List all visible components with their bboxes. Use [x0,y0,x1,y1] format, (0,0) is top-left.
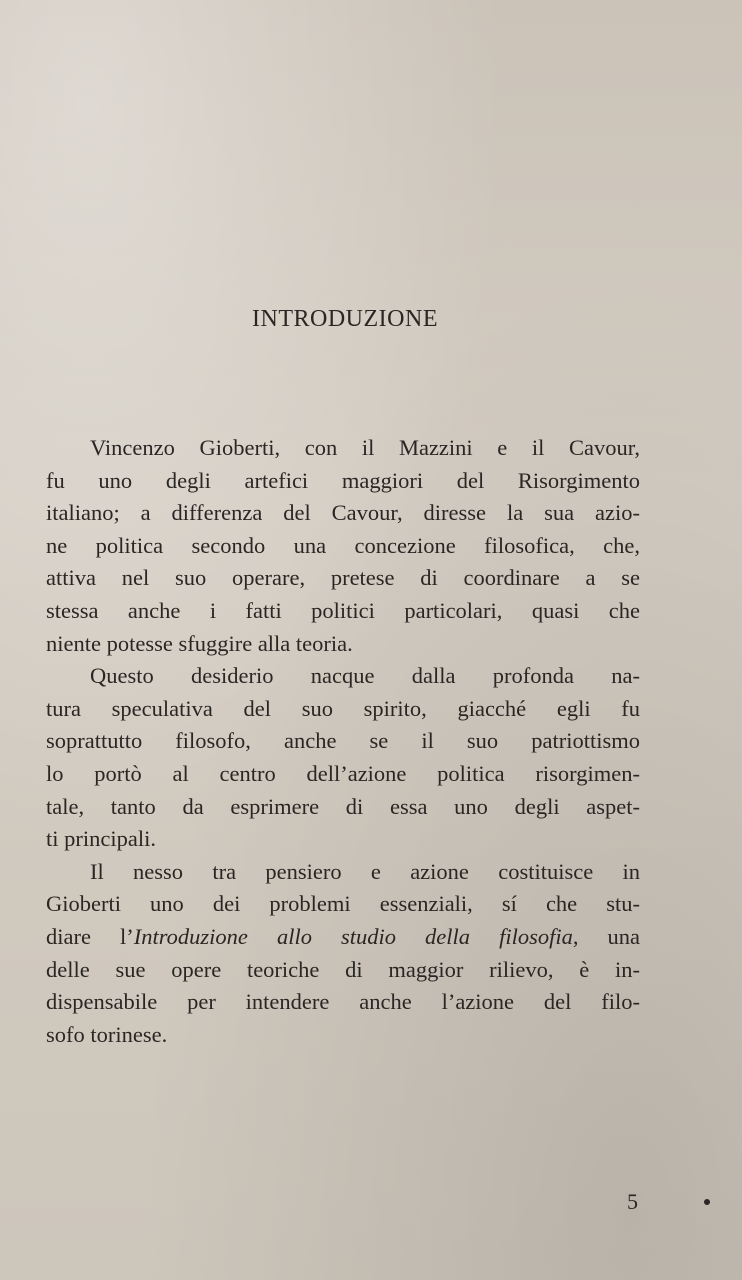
text-line: attiva nel suo operare, pretese di coordinare a se [46,565,640,591]
text-line: Vincenzo Gioberti, con il Mazzini e il Cavour, [90,435,640,460]
text-line: tale, tanto da esprimere di essa uno degli aspet- [46,793,640,819]
text-line: dispensabile per intendere anche l’azione del filo- [46,989,640,1015]
text-line: fu uno degli artefici maggiori del Risorgimento [46,467,640,493]
text-line: delle sue opere teoriche di maggior rilievo, è in- [46,956,640,982]
text-line: sofo torinese. [46,1021,168,1047]
text-fragment: diare l’ [46,923,134,949]
text-line: Gioberti uno dei problemi essenziali, sí che stu- [46,891,640,917]
text-fragment: , una [572,923,640,949]
text-line: ne politica secondo una concezione filosofica, che, [46,532,640,558]
text-line: stessa anche i fatti politici particolari, quasi che [46,597,640,623]
text-line: Il nesso tra pensiero e azione costituisce in [90,858,640,884]
text-line: lo portò al centro dell’azione politica risorgimen- [46,760,640,786]
text-line: italiano; a differenza del Cavour, diresse la sua azio- [46,500,640,526]
chapter-title: INTRODUZIONE [252,306,438,332]
text-line: tura speculativa del suo spirito, giacché egli fu [46,695,640,721]
text-line-with-italic [46,921,640,954]
text-line: Questo desiderio nacque dalla profonda na- [90,663,640,689]
text-line: niente potesse sfuggire alla teoria. [46,630,353,656]
ink-speck [704,1199,710,1205]
page-number: 5 [627,1189,638,1214]
text-line: ti principali. [46,826,156,852]
text-line: soprattutto filosofo, anche se il suo patriottismo [46,728,640,754]
body-text [46,432,640,1051]
book-title-italic: Introduzione allo studio della filosofia [133,923,573,949]
